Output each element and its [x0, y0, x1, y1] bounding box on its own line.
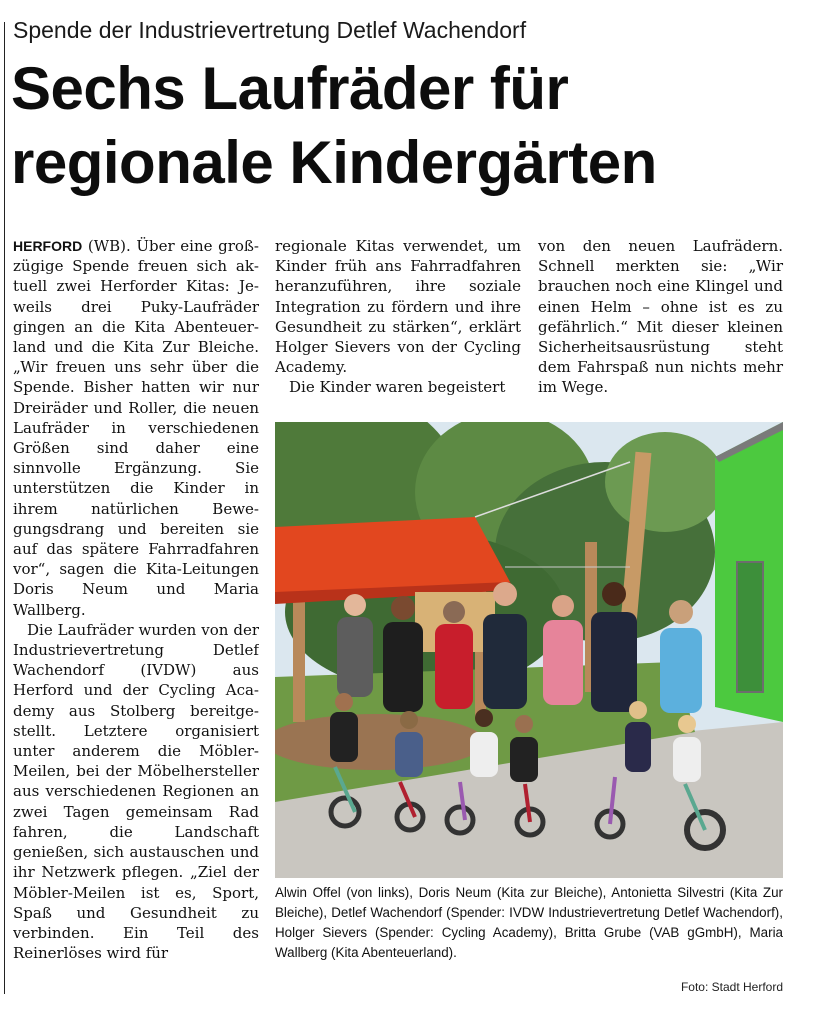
article-column-3 [538, 236, 783, 398]
article-headline [11, 52, 811, 200]
paragraph-ending: von den neuen Laufrädern. Schnell merkten sie: „Wir brauchen noch eine Klingel und einen Helm – ohne ist es zu gefährlich.“ Mit dieser kleinen Sicherheitsausrüstung steht dem Fahrspaß nun nichts mehr im Wege. [538, 237, 783, 397]
photo-credit: Foto: Stadt Herford [680, 980, 783, 994]
dateline-suffix: (WB). [82, 237, 137, 255]
column-rule [4, 22, 5, 994]
article-column-2 [275, 236, 521, 398]
paragraph-quote-sievers: regionale Kitas verwendet, um Kinder früh ans Fahrradfahren heranzuführen, ihre soziale Integration zu fördern und ihre Gesundheit zu stärken“, erklärt Holger Sievers von der Cycling Academy. [275, 237, 521, 377]
group-photo-illustration [275, 422, 783, 878]
paragraph-intro [13, 236, 259, 620]
headline-line-1: Sechs Laufräder für [11, 55, 569, 122]
dateline: HERFORD [13, 238, 83, 254]
headline-line-2: regionale Kindergärten [11, 129, 657, 196]
paragraph-children: Die Kinder waren begeistert [289, 378, 506, 397]
paragraph-intro-text: Über eine großzügige Spende freuen sich aktuell zwei Herforder Kitas: Jeweils drei Puky-Laufräder gingen an die Kita Abenteuerland und die Kita Zur Bleiche. „Wir freuen uns sehr über die Spende. Bisher hatten wir nur Dreiräder und Roller, die neuen Laufräder in verschiedenen Größen sind daher eine sinnvolle Ergänzung. Sie unterstützen die Kinder in ihrem natürlichen Bewegungsdrang und bereiten sie auf das spätere Fahrradfahren vor“, sagen die Kita-Leitungen Doris Neum und Maria Wallberg. [13, 237, 259, 619]
paragraph-sponsors: Die Laufräder wurden von der Industrievertretung Detlef Wachendorf (IVDW) aus Herford und der Cycling Academy aus Stolberg bereitgestellt. Letztere organisiert unter anderem die Möbler-Meilen, bei der Möbelhersteller aus verschiedenen Regionen an zwei Tagen gemeinsam Rad fahren, die Landschaft genießen, sich austauschen und ihr Netzwerk pflegen. „Ziel der Möbler-Meilen ist es, Sport, Spaß und Gesundheit zu verbinden. Ein Teil des Reinerlöses wird für [13, 620, 259, 963]
group-photo [275, 422, 783, 878]
article-column-1 [13, 236, 259, 996]
photo-caption: Alwin Offel (von links), Doris Neum (Kita zur Bleiche), Antonietta Silvestri (Kita Zur Bleiche), Detlef Wachendorf (Spender: IVDW Industrievertretung Detlef Wachendorf), Holger Sievers (Spender: Cycling Academy), Britta Grube (VAB gGmbH), Maria Wallberg (Kita Abenteuerland). [275, 885, 783, 960]
article-kicker: Spende der Industrievertretung Detlef Wachendorf [13, 17, 527, 43]
